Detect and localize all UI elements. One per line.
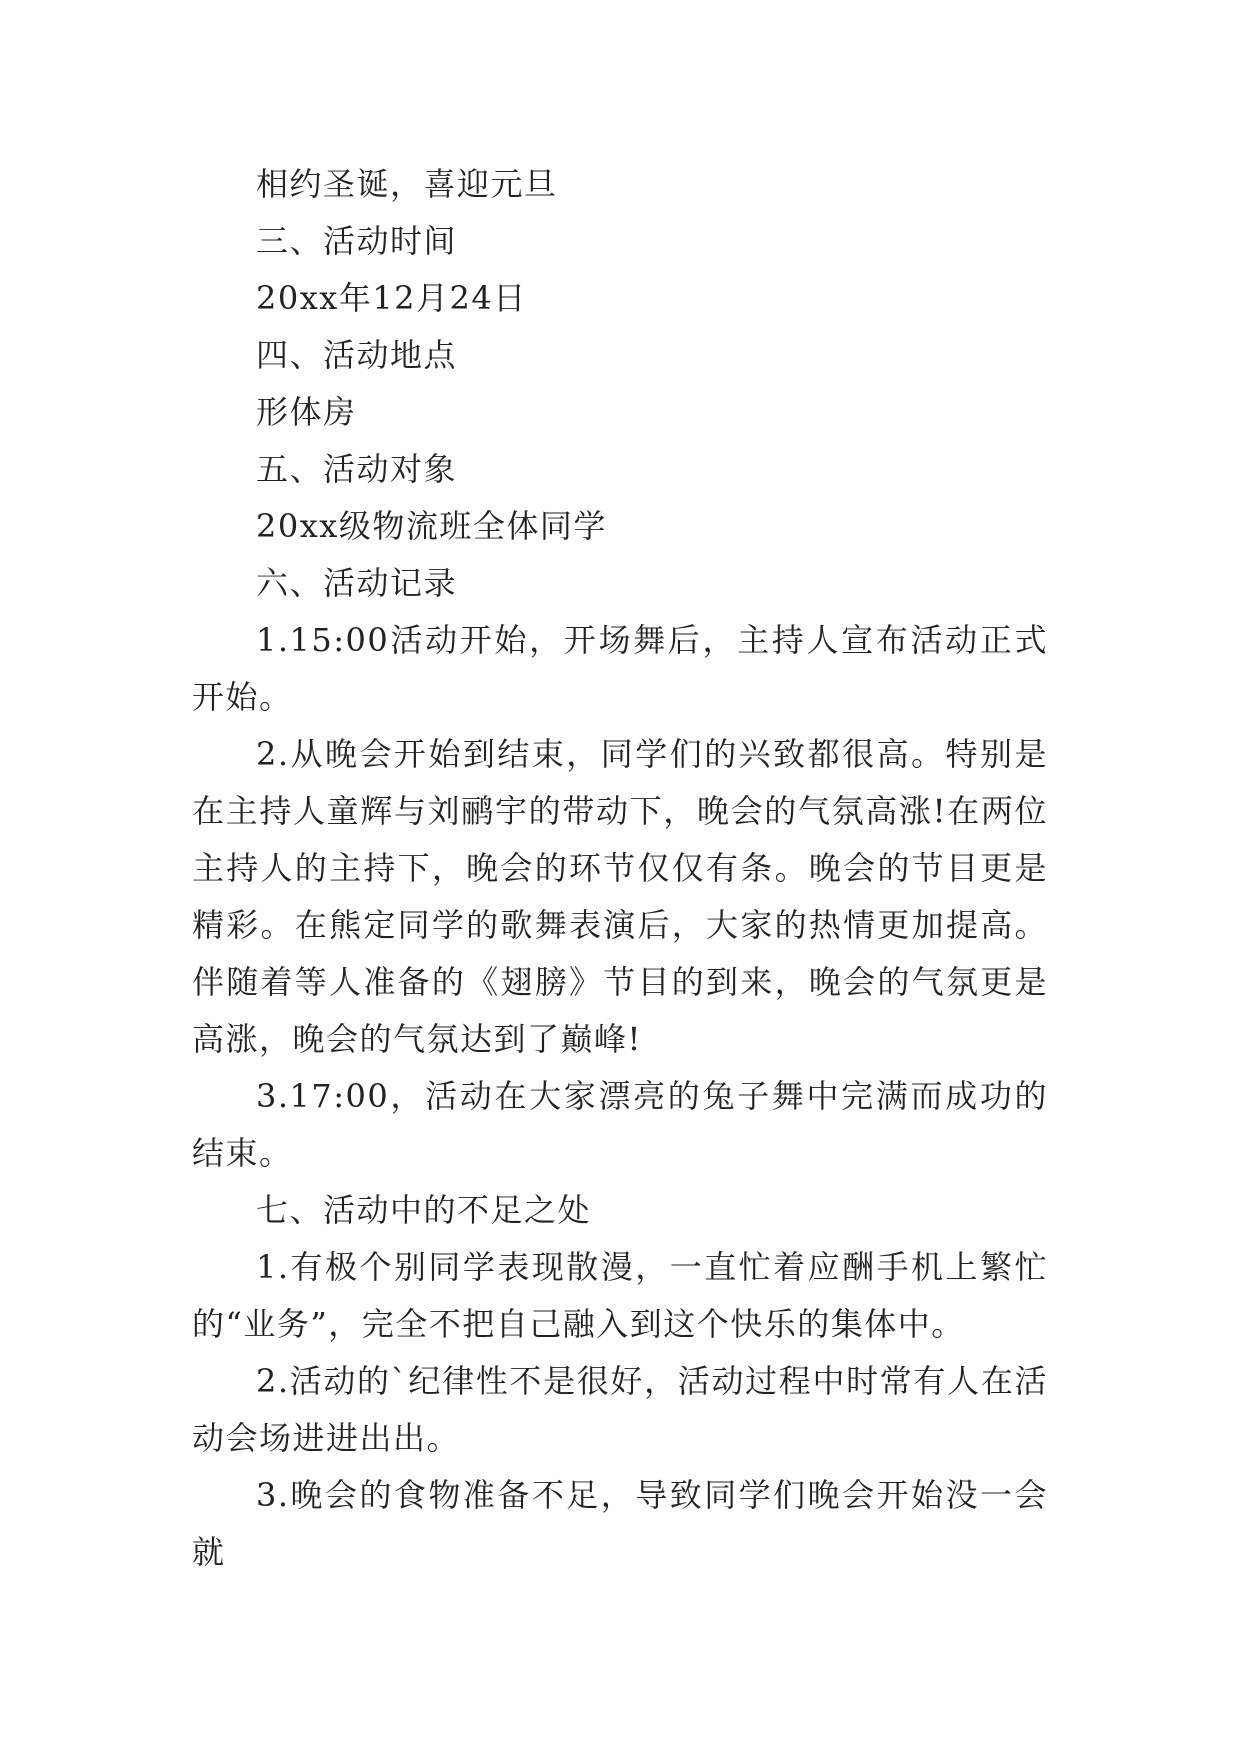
record-paragraph-3: 3.17:00，活动在大家漂亮的兔子舞中完满而成功的结束。 [192, 1077, 1048, 1172]
shortcoming-paragraph-2: 2.活动的`纪律性不是很好，活动过程中时常有人在活动会场进进出出。 [192, 1362, 1048, 1457]
record-paragraph-2: 2.从晚会开始到结束，同学们的兴致都很高。特别是在主持人童辉与刘鹂宇的带动下，晚会的气氛高涨!在两位主持人的主持下，晚会的环节仅仅有条。晚会的节目更是精彩。在熊定同学的歌舞表演后，大家的热情更加提高。伴随着等人准备的《翅膀》节目的到来，晚会的气氛更是高涨，晚会的气氛达到了巅峰! [192, 735, 1048, 1058]
section-heading-shortcomings: 七、活动中的不足之处 [256, 1191, 592, 1229]
section-heading-time: 三、活动时间 [256, 222, 458, 260]
shortcoming-paragraph-3: 3.晚会的食物准备不足，导致同学们晚会开始没一会就 [192, 1476, 1048, 1571]
record-paragraph-1: 1.15:00活动开始，开场舞后，主持人宣布活动正式开始。 [192, 621, 1048, 716]
activity-date: 20xx年12月24日 [256, 279, 527, 317]
document-body [192, 156, 1048, 1581]
section-heading-record: 六、活动记录 [256, 564, 458, 602]
theme-line: 相约圣诞，喜迎元旦 [256, 165, 558, 203]
shortcoming-paragraph-1: 1.有极个别同学表现散漫，一直忙着应酬手机上繁忙的“业务”，完全不把自己融入到这个快乐的集体中。 [192, 1248, 1048, 1343]
activity-audience: 20xx级物流班全体同学 [256, 507, 607, 545]
section-heading-location: 四、活动地点 [256, 336, 458, 374]
activity-location: 形体房 [256, 393, 357, 431]
section-heading-audience: 五、活动对象 [256, 450, 458, 488]
